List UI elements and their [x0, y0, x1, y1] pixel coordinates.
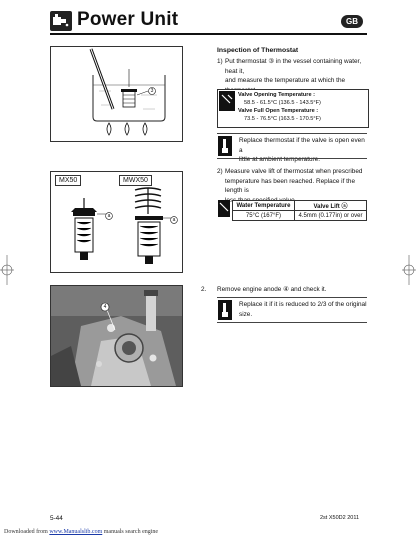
note-rule-top [217, 133, 367, 134]
section-heading: Inspection of Thermostat [217, 47, 299, 54]
note1-line: little at ambient temperature. [239, 156, 320, 164]
spec-icon [219, 91, 235, 126]
anode-note-line: size. [239, 310, 253, 318]
anode-note-rule-top [217, 297, 367, 298]
valve-lift-table [232, 200, 367, 221]
figure-thermostat-heating [50, 46, 183, 142]
figure-valve-lift [50, 171, 183, 273]
table-row [233, 211, 367, 221]
col-valve-lift: Valve Lift ⓐ [294, 201, 366, 211]
document-code: 2st X50D2 2011 [320, 515, 360, 521]
crop-mark-right [402, 255, 416, 285]
step1-line: Put thermostat ③ in the vessel containing water, heat it, [225, 58, 362, 75]
heating-vessel-illustration [51, 47, 182, 141]
spec-box-temperatures [217, 89, 369, 128]
callout-4: 4 [103, 303, 107, 310]
note-rule-bottom [217, 158, 367, 159]
anode-note-line: Replace it if it is reduced to 2/3 of the original [239, 301, 367, 308]
spec-valve-open-label: Valve Opening Temperature : [238, 92, 315, 98]
spec-valve-open-value: 58.5 - 61.5°C (136.5 - 143.5°F) [244, 100, 321, 106]
cell-valve-lift: 4.5mm (0.177in) or over [294, 211, 366, 221]
table-spec-icon [218, 200, 230, 217]
callout-3: 3 [150, 87, 154, 94]
crop-mark-left [0, 255, 14, 285]
figure-engine-anode-photo [50, 285, 183, 387]
anode-step-number: 2. [201, 286, 207, 293]
page-title: Power Unit [77, 9, 179, 30]
spec-valve-full-label: Valve Full Open Temperature : [238, 108, 319, 114]
table-header-row [233, 201, 367, 211]
note1-text [239, 136, 369, 165]
section-icon [50, 11, 72, 31]
engine-photo [51, 286, 182, 386]
callout-a-mwx50: a [172, 216, 176, 223]
note1-line: Replace thermostat if the valve is open even a [239, 137, 365, 154]
anode-note-rule-bottom [217, 322, 367, 323]
download-prefix: Downloaded from [4, 529, 50, 535]
cell-water-temp: 75°C (167°F) [233, 211, 295, 221]
step1-line: and measure the temperature at which the [225, 77, 346, 85]
step2-line: less [225, 196, 237, 204]
page-number: 5-44 [50, 515, 63, 522]
step2-number: 2) [217, 168, 223, 175]
download-suffix: manuals search engine [102, 529, 159, 535]
language-badge: GB [341, 15, 363, 28]
header-rule [50, 33, 367, 35]
step1-number: 1) [217, 58, 223, 65]
callout-a-mx50: a [107, 212, 111, 219]
label-mx50: MX50 [55, 175, 81, 186]
col-water-temp: Water Temperature [233, 201, 295, 211]
spec-valve-full-value: 73.5 - 76.5°C (163.5 - 170.5°F) [244, 116, 321, 122]
download-note [4, 529, 158, 535]
thermostat-illustrations [51, 172, 182, 272]
anode-step-text: Remove engine anode ④ and check it. [217, 286, 327, 293]
step2-line: Measure valve lift of thermostat when prescribed [225, 168, 363, 175]
anode-note-text [239, 300, 369, 319]
step2-line: temperature has been reached. Replace if the length is [225, 177, 356, 195]
label-mwx50: MWX50 [119, 175, 152, 186]
manualslib-link[interactable]: www.Manualslib.com [49, 529, 103, 535]
note-hand-icon [218, 136, 232, 156]
anode-note-hand-icon [218, 300, 232, 320]
